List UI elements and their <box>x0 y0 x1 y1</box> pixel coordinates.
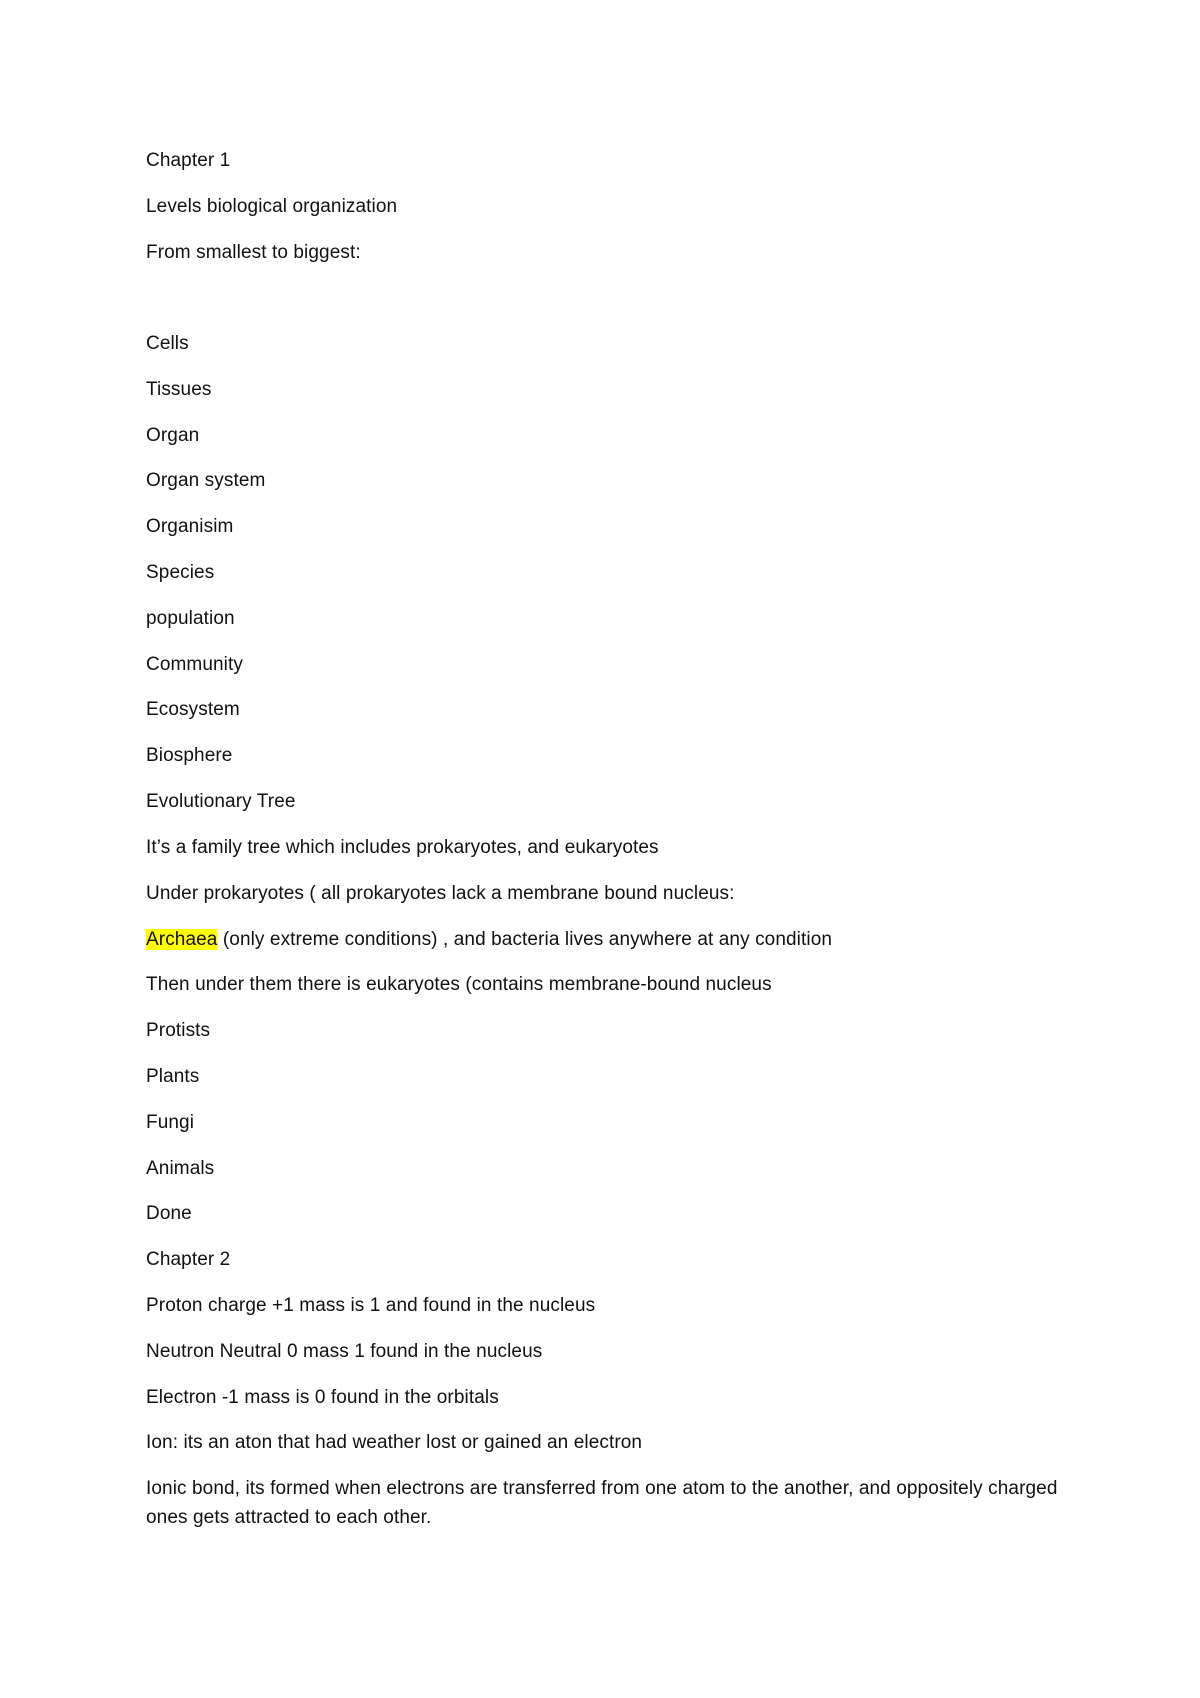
list-item: Ecosystem <box>146 699 240 720</box>
text-line: Under prokaryotes ( all prokaryotes lack a membrane bound nucleus: <box>146 883 735 904</box>
text-line: Then under them there is eukaryotes (contains membrane-bound nucleus <box>146 974 772 995</box>
text-line: Electron -1 mass is 0 found in the orbitals <box>146 1387 499 1408</box>
list-item: Protists <box>146 1020 211 1041</box>
text-line: Ion: its an aton that had weather lost or gained an electron <box>146 1432 643 1453</box>
list-item: Tissues <box>146 379 212 400</box>
chapter-1-heading: Chapter 1 <box>146 150 231 171</box>
ionic-bond-paragraph: Ionic bond, its formed when electrons are transferred from one atom to the another, and oppositely charged ones gets attracted to each other. <box>146 1478 1058 1528</box>
list-item: Plants <box>146 1066 200 1087</box>
text-line: It’s a family tree which includes prokaryotes, and eukaryotes <box>146 837 659 858</box>
list-item: Community <box>146 654 243 675</box>
section-heading: Evolutionary Tree <box>146 791 296 812</box>
archaea-highlight: Archaea <box>146 929 218 950</box>
list-item: Species <box>146 562 215 583</box>
list-item: Animals <box>146 1158 215 1179</box>
archaea-line-rest: (only extreme conditions) , and bacteria lives anywhere at any condition <box>217 929 833 950</box>
list-item: Fungi <box>146 1112 195 1133</box>
text-line: Neutron Neutral 0 mass 1 found in the nucleus <box>146 1341 543 1362</box>
list-item: Organ system <box>146 470 266 491</box>
text-line: Proton charge +1 mass is 1 and found in the nucleus <box>146 1295 596 1316</box>
list-item: Cells <box>146 333 189 354</box>
list-item: Organ <box>146 425 200 446</box>
list-item: Biosphere <box>146 745 233 766</box>
list-item: population <box>146 608 235 629</box>
archaea-line <box>146 925 832 954</box>
text-line: From smallest to biggest: <box>146 242 361 263</box>
chapter-2-heading: Chapter 2 <box>146 1249 231 1270</box>
list-item: Organisim <box>146 516 234 537</box>
text-line: Levels biological organization <box>146 196 398 217</box>
text-line: Done <box>146 1203 192 1224</box>
